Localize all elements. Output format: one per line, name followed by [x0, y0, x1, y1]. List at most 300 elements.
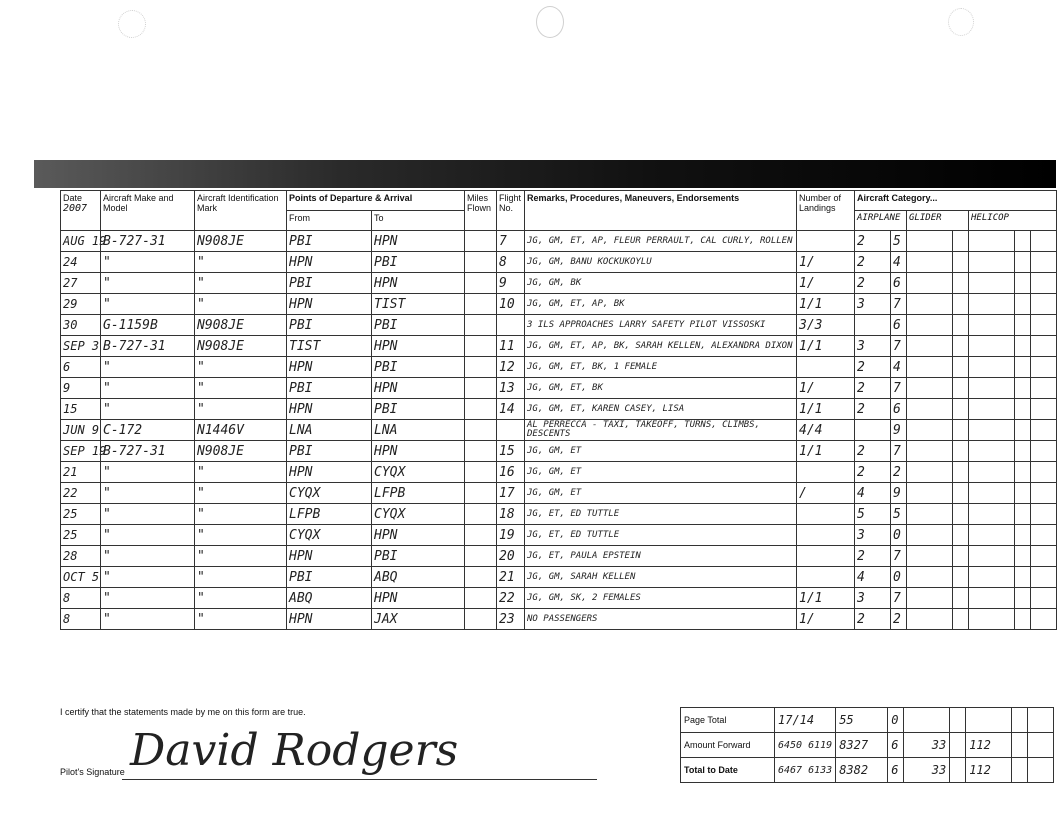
entry-flight-no: 7	[497, 231, 525, 252]
entry-miles	[465, 588, 497, 609]
entry-airplane-hours: 2	[855, 609, 891, 630]
entry-heli-hours	[969, 336, 1015, 357]
entry-extra	[1031, 399, 1057, 420]
entry-airplane-hours: 3	[855, 588, 891, 609]
logbook-sheet	[60, 190, 1056, 710]
entry-aircraft-model: G-1159B	[101, 315, 195, 336]
entry-aircraft-ident: "	[195, 546, 287, 567]
entry-glider-tenths	[953, 609, 969, 630]
entry-extra	[1031, 231, 1057, 252]
entry-to: PBI	[372, 546, 465, 567]
entry-heli-tenths	[1015, 525, 1031, 546]
table-row	[61, 567, 1057, 588]
entry-date: 24	[61, 252, 101, 273]
entry-flight-no: 21	[497, 567, 525, 588]
table-row	[61, 525, 1057, 546]
entry-remarks: JG, GM, ET	[525, 483, 797, 504]
entry-flight-no: 20	[497, 546, 525, 567]
logbook-table	[60, 190, 1057, 630]
entry-from: TIST	[287, 336, 372, 357]
table-row	[61, 462, 1057, 483]
entry-airplane-hours	[855, 315, 891, 336]
entry-extra	[1031, 294, 1057, 315]
entry-heli-hours	[969, 525, 1015, 546]
entry-flight-no	[497, 315, 525, 336]
entry-aircraft-model: "	[101, 273, 195, 294]
entry-landings: 1/	[797, 273, 855, 294]
entry-airplane-tenths: 7	[891, 441, 907, 462]
entry-miles	[465, 546, 497, 567]
entry-date: 27	[61, 273, 101, 294]
entry-to: PBI	[372, 315, 465, 336]
entry-miles	[465, 609, 497, 630]
entry-heli-hours	[969, 378, 1015, 399]
entry-aircraft-ident: "	[195, 294, 287, 315]
signature-label: Pilot's Signature	[60, 767, 125, 777]
entry-flight-no: 14	[497, 399, 525, 420]
amount-forward-col-x: 33	[904, 733, 950, 758]
entry-date: AUG 19	[61, 231, 101, 252]
entry-miles	[465, 441, 497, 462]
entry-aircraft-ident: "	[195, 504, 287, 525]
entry-to: HPN	[372, 525, 465, 546]
entry-miles	[465, 504, 497, 525]
entry-heli-hours	[969, 231, 1015, 252]
entry-aircraft-ident: "	[195, 525, 287, 546]
punch-hole-right	[948, 8, 974, 36]
entry-glider-tenths	[953, 588, 969, 609]
entry-remarks: JG, ET, ED TUTTLE	[525, 525, 797, 546]
punch-hole-left	[118, 10, 146, 38]
entry-airplane-tenths: 9	[891, 420, 907, 441]
entry-from: HPN	[287, 546, 372, 567]
entry-airplane-hours: 2	[855, 399, 891, 420]
entry-heli-tenths	[1015, 504, 1031, 525]
entry-glider-tenths	[953, 420, 969, 441]
entry-airplane-hours: 2	[855, 357, 891, 378]
entry-aircraft-model: "	[101, 609, 195, 630]
entry-airplane-tenths: 0	[891, 567, 907, 588]
entry-remarks: JG, ET, ED TUTTLE	[525, 504, 797, 525]
entry-from: PBI	[287, 231, 372, 252]
header-make: Aircraft Make and Model	[101, 191, 195, 231]
entry-airplane-hours: 3	[855, 525, 891, 546]
entry-landings: 1/1	[797, 399, 855, 420]
page-total-row	[681, 708, 1054, 733]
entry-extra	[1031, 420, 1057, 441]
entry-remarks: JG, GM, ET, AP, BK, SARAH KELLEN, ALEXANDRA DIXON	[525, 336, 797, 357]
entry-remarks: JG, GM, SARAH KELLEN	[525, 567, 797, 588]
entry-extra	[1031, 609, 1057, 630]
table-row	[61, 504, 1057, 525]
entry-glider-hours	[907, 483, 953, 504]
entry-miles	[465, 420, 497, 441]
entry-heli-hours	[969, 483, 1015, 504]
entry-from: ABQ	[287, 588, 372, 609]
entry-glider-tenths	[953, 525, 969, 546]
entry-extra	[1031, 567, 1057, 588]
entry-to: HPN	[372, 273, 465, 294]
entry-glider-hours	[907, 378, 953, 399]
entry-airplane-tenths: 5	[891, 504, 907, 525]
table-row	[61, 483, 1057, 504]
entry-extra	[1031, 378, 1057, 399]
amount-forward-col-y: 112	[966, 733, 1012, 758]
entry-airplane-tenths: 7	[891, 294, 907, 315]
entry-heli-tenths	[1015, 294, 1031, 315]
entry-aircraft-model: "	[101, 525, 195, 546]
entry-date: 8	[61, 588, 101, 609]
entry-heli-hours	[969, 294, 1015, 315]
total-to-date-col-x: 33	[904, 758, 950, 783]
entry-from: HPN	[287, 294, 372, 315]
entry-extra	[1031, 273, 1057, 294]
header-miles: Miles Flown	[465, 191, 497, 231]
header-flight: Flight No.	[497, 191, 525, 231]
totals-block	[680, 707, 1054, 783]
entry-airplane-tenths: 4	[891, 252, 907, 273]
entry-glider-hours	[907, 420, 953, 441]
entry-to: CYQX	[372, 462, 465, 483]
logbook-rows	[61, 231, 1057, 630]
entry-heli-tenths	[1015, 546, 1031, 567]
entry-aircraft-model: B-727-31	[101, 336, 195, 357]
entry-aircraft-model: "	[101, 504, 195, 525]
table-row	[61, 294, 1057, 315]
entry-glider-tenths	[953, 294, 969, 315]
header-points: Points of Departure & Arrival	[287, 191, 465, 211]
entry-heli-tenths	[1015, 252, 1031, 273]
entry-aircraft-ident: "	[195, 273, 287, 294]
entry-extra	[1031, 462, 1057, 483]
table-row	[61, 588, 1057, 609]
total-to-date-tenths: 6	[888, 758, 904, 783]
header-date: Date 2007	[61, 191, 101, 231]
entry-aircraft-model: "	[101, 483, 195, 504]
entry-glider-tenths	[953, 483, 969, 504]
entry-glider-hours	[907, 567, 953, 588]
entry-from: PBI	[287, 273, 372, 294]
entry-heli-tenths	[1015, 609, 1031, 630]
header-remarks: Remarks, Procedures, Maneuvers, Endorsements	[525, 191, 797, 231]
entry-remarks: JG, GM, ET, BK	[525, 378, 797, 399]
entry-airplane-tenths: 6	[891, 273, 907, 294]
total-to-date-row	[681, 758, 1054, 783]
entry-glider-tenths	[953, 462, 969, 483]
entry-heli-tenths	[1015, 273, 1031, 294]
entry-landings: 4/4	[797, 420, 855, 441]
page-total-label: Page Total	[681, 708, 775, 733]
entry-from: HPN	[287, 357, 372, 378]
entry-landings	[797, 357, 855, 378]
entry-airplane-tenths: 5	[891, 231, 907, 252]
entry-date: OCT 5	[61, 567, 101, 588]
table-row	[61, 357, 1057, 378]
entry-remarks: JG, GM, ET, AP, BK	[525, 294, 797, 315]
entry-date: 25	[61, 525, 101, 546]
entry-heli-tenths	[1015, 378, 1031, 399]
entry-landings: 1/1	[797, 441, 855, 462]
entry-aircraft-ident: "	[195, 399, 287, 420]
entry-landings: 1/	[797, 609, 855, 630]
entry-date: SEP 3	[61, 336, 101, 357]
entry-glider-tenths	[953, 231, 969, 252]
entry-airplane-hours: 2	[855, 378, 891, 399]
entry-flight-no: 11	[497, 336, 525, 357]
entry-airplane-hours: 2	[855, 441, 891, 462]
entry-airplane-hours: 3	[855, 294, 891, 315]
entry-heli-tenths	[1015, 336, 1031, 357]
entry-flight-no: 22	[497, 588, 525, 609]
entry-aircraft-ident: N1446V	[195, 420, 287, 441]
entry-flight-no: 9	[497, 273, 525, 294]
entry-extra	[1031, 252, 1057, 273]
entry-date: 30	[61, 315, 101, 336]
entry-from: CYQX	[287, 525, 372, 546]
page-total-landings: 17/14	[775, 708, 836, 733]
entry-airplane-hours: 3	[855, 336, 891, 357]
entry-to: PBI	[372, 399, 465, 420]
entry-to: JAX	[372, 609, 465, 630]
entry-glider-hours	[907, 609, 953, 630]
entry-remarks: AL PERRECCA - TAXI, TAKEOFF, TURNS, CLIMBS, DESCENTS	[525, 420, 797, 441]
entry-airplane-hours: 2	[855, 273, 891, 294]
table-row	[61, 420, 1057, 441]
entry-to: HPN	[372, 441, 465, 462]
amount-forward-row	[681, 733, 1054, 758]
entry-remarks: NO PASSENGERS	[525, 609, 797, 630]
entry-airplane-tenths: 6	[891, 315, 907, 336]
entry-aircraft-ident: N908JE	[195, 441, 287, 462]
header-cat-glider: GLIDER	[907, 211, 969, 231]
entry-glider-tenths	[953, 252, 969, 273]
entry-flight-no: 23	[497, 609, 525, 630]
entry-miles	[465, 231, 497, 252]
entry-date: 8	[61, 609, 101, 630]
entry-heli-tenths	[1015, 462, 1031, 483]
page-total-col-x	[904, 708, 950, 733]
entry-glider-hours	[907, 504, 953, 525]
entry-glider-hours	[907, 441, 953, 462]
entry-aircraft-model: "	[101, 546, 195, 567]
signature-line	[122, 779, 597, 780]
entry-glider-hours	[907, 462, 953, 483]
entry-aircraft-model: C-172	[101, 420, 195, 441]
amount-forward-tenths: 6	[888, 733, 904, 758]
entry-heli-hours	[969, 273, 1015, 294]
header-category: Aircraft Category...	[855, 191, 1057, 211]
entry-airplane-tenths: 7	[891, 336, 907, 357]
entry-landings: 1/1	[797, 588, 855, 609]
entry-landings: 1/1	[797, 294, 855, 315]
entry-glider-hours	[907, 252, 953, 273]
entry-heli-hours	[969, 504, 1015, 525]
header-from: From	[287, 211, 372, 231]
entry-miles	[465, 357, 497, 378]
header-cat-helicopter: HELICOP	[969, 211, 1057, 231]
entry-airplane-tenths: 2	[891, 462, 907, 483]
entry-aircraft-ident: "	[195, 567, 287, 588]
entry-date: 6	[61, 357, 101, 378]
table-row	[61, 378, 1057, 399]
entry-remarks: JG, GM, ET, AP, FLEUR PERRAULT, CAL CURLY, ROLLEN	[525, 231, 797, 252]
entry-heli-tenths	[1015, 399, 1031, 420]
entry-landings	[797, 231, 855, 252]
header-bar	[34, 160, 1056, 188]
entry-flight-no: 18	[497, 504, 525, 525]
entry-aircraft-ident: N908JE	[195, 231, 287, 252]
header-to: To	[372, 211, 465, 231]
total-to-date-landings: 6467 6133	[775, 758, 836, 783]
entry-glider-tenths	[953, 273, 969, 294]
entry-remarks: JG, GM, BK	[525, 273, 797, 294]
entry-landings: 1/	[797, 252, 855, 273]
entry-heli-tenths	[1015, 441, 1031, 462]
entry-landings	[797, 462, 855, 483]
entry-miles	[465, 378, 497, 399]
entry-from: HPN	[287, 252, 372, 273]
entry-flight-no: 12	[497, 357, 525, 378]
header-ident: Aircraft Identification Mark	[195, 191, 287, 231]
entry-aircraft-ident: "	[195, 357, 287, 378]
table-row	[61, 336, 1057, 357]
entry-heli-tenths	[1015, 567, 1031, 588]
entry-aircraft-model: "	[101, 252, 195, 273]
entry-miles	[465, 294, 497, 315]
entry-airplane-hours: 2	[855, 546, 891, 567]
entry-from: LFPB	[287, 504, 372, 525]
entry-landings: 1/	[797, 378, 855, 399]
amount-forward-landings: 6450 6119	[775, 733, 836, 758]
entry-flight-no: 19	[497, 525, 525, 546]
entry-airplane-tenths: 7	[891, 546, 907, 567]
entry-aircraft-ident: "	[195, 483, 287, 504]
table-row	[61, 441, 1057, 462]
entry-landings	[797, 504, 855, 525]
entry-heli-tenths	[1015, 357, 1031, 378]
entry-heli-hours	[969, 546, 1015, 567]
entry-landings	[797, 567, 855, 588]
entry-heli-hours	[969, 588, 1015, 609]
entry-glider-hours	[907, 525, 953, 546]
table-row	[61, 231, 1057, 252]
entry-flight-no: 8	[497, 252, 525, 273]
entry-miles	[465, 483, 497, 504]
entry-date: 25	[61, 504, 101, 525]
entry-aircraft-ident: "	[195, 609, 287, 630]
entry-date: 15	[61, 399, 101, 420]
entry-remarks: 3 ILS APPROACHES LARRY SAFETY PILOT VISSOSKI	[525, 315, 797, 336]
entry-heli-hours	[969, 420, 1015, 441]
entry-miles	[465, 273, 497, 294]
entry-heli-hours	[969, 567, 1015, 588]
entry-extra	[1031, 336, 1057, 357]
entry-to: HPN	[372, 336, 465, 357]
entry-date: 28	[61, 546, 101, 567]
entry-miles	[465, 399, 497, 420]
entry-landings	[797, 525, 855, 546]
entry-heli-tenths	[1015, 483, 1031, 504]
entry-glider-tenths	[953, 546, 969, 567]
entry-heli-tenths	[1015, 420, 1031, 441]
entry-aircraft-ident: N908JE	[195, 315, 287, 336]
entry-from: PBI	[287, 567, 372, 588]
entry-to: PBI	[372, 357, 465, 378]
entry-to: HPN	[372, 588, 465, 609]
entry-date: JUN 9	[61, 420, 101, 441]
entry-date: 9	[61, 378, 101, 399]
entry-glider-hours	[907, 546, 953, 567]
entry-landings: /	[797, 483, 855, 504]
entry-airplane-tenths: 0	[891, 525, 907, 546]
amount-forward-label: Amount Forward	[681, 733, 775, 758]
entry-heli-hours	[969, 399, 1015, 420]
entry-heli-hours	[969, 357, 1015, 378]
entry-glider-hours	[907, 336, 953, 357]
table-row	[61, 399, 1057, 420]
entry-from: HPN	[287, 609, 372, 630]
entry-remarks: JG, GM, ET	[525, 441, 797, 462]
entry-date: 22	[61, 483, 101, 504]
totals-table	[680, 707, 1054, 783]
entry-heli-hours	[969, 315, 1015, 336]
entry-glider-tenths	[953, 336, 969, 357]
total-to-date-hours: 8382	[836, 758, 888, 783]
entry-heli-hours	[969, 462, 1015, 483]
entry-remarks: JG, ET, PAULA EPSTEIN	[525, 546, 797, 567]
entry-aircraft-ident: "	[195, 462, 287, 483]
entry-flight-no: 13	[497, 378, 525, 399]
header-landings: Number of Landings	[797, 191, 855, 231]
entry-flight-no: 16	[497, 462, 525, 483]
entry-landings: 3/3	[797, 315, 855, 336]
entry-glider-hours	[907, 231, 953, 252]
entry-glider-tenths	[953, 315, 969, 336]
entry-remarks: JG, GM, BANU KOCKUKOYLU	[525, 252, 797, 273]
entry-flight-no: 17	[497, 483, 525, 504]
entry-to: CYQX	[372, 504, 465, 525]
entry-to: LNA	[372, 420, 465, 441]
entry-glider-hours	[907, 294, 953, 315]
pilot-signature: David Rodgers	[130, 725, 459, 776]
entry-to: TIST	[372, 294, 465, 315]
entry-airplane-hours	[855, 420, 891, 441]
entry-airplane-hours: 2	[855, 231, 891, 252]
logbook-footer	[60, 707, 1056, 797]
entry-aircraft-model: B-727-31	[101, 441, 195, 462]
entry-to: HPN	[372, 378, 465, 399]
entry-airplane-tenths: 7	[891, 378, 907, 399]
entry-remarks: JG, GM, ET, KAREN CASEY, LISA	[525, 399, 797, 420]
total-to-date-label: Total to Date	[681, 758, 775, 783]
entry-from: PBI	[287, 441, 372, 462]
entry-from: PBI	[287, 378, 372, 399]
certify-statement: I certify that the statements made by me on this form are true.	[60, 707, 306, 717]
entry-landings: 1/1	[797, 336, 855, 357]
entry-aircraft-ident: "	[195, 378, 287, 399]
entry-heli-hours	[969, 609, 1015, 630]
entry-flight-no: 15	[497, 441, 525, 462]
entry-heli-tenths	[1015, 231, 1031, 252]
entry-miles	[465, 525, 497, 546]
entry-extra	[1031, 357, 1057, 378]
entry-extra	[1031, 504, 1057, 525]
entry-glider-tenths	[953, 357, 969, 378]
entry-airplane-hours: 2	[855, 252, 891, 273]
entry-glider-tenths	[953, 441, 969, 462]
entry-date: SEP 19	[61, 441, 101, 462]
entry-flight-no	[497, 420, 525, 441]
